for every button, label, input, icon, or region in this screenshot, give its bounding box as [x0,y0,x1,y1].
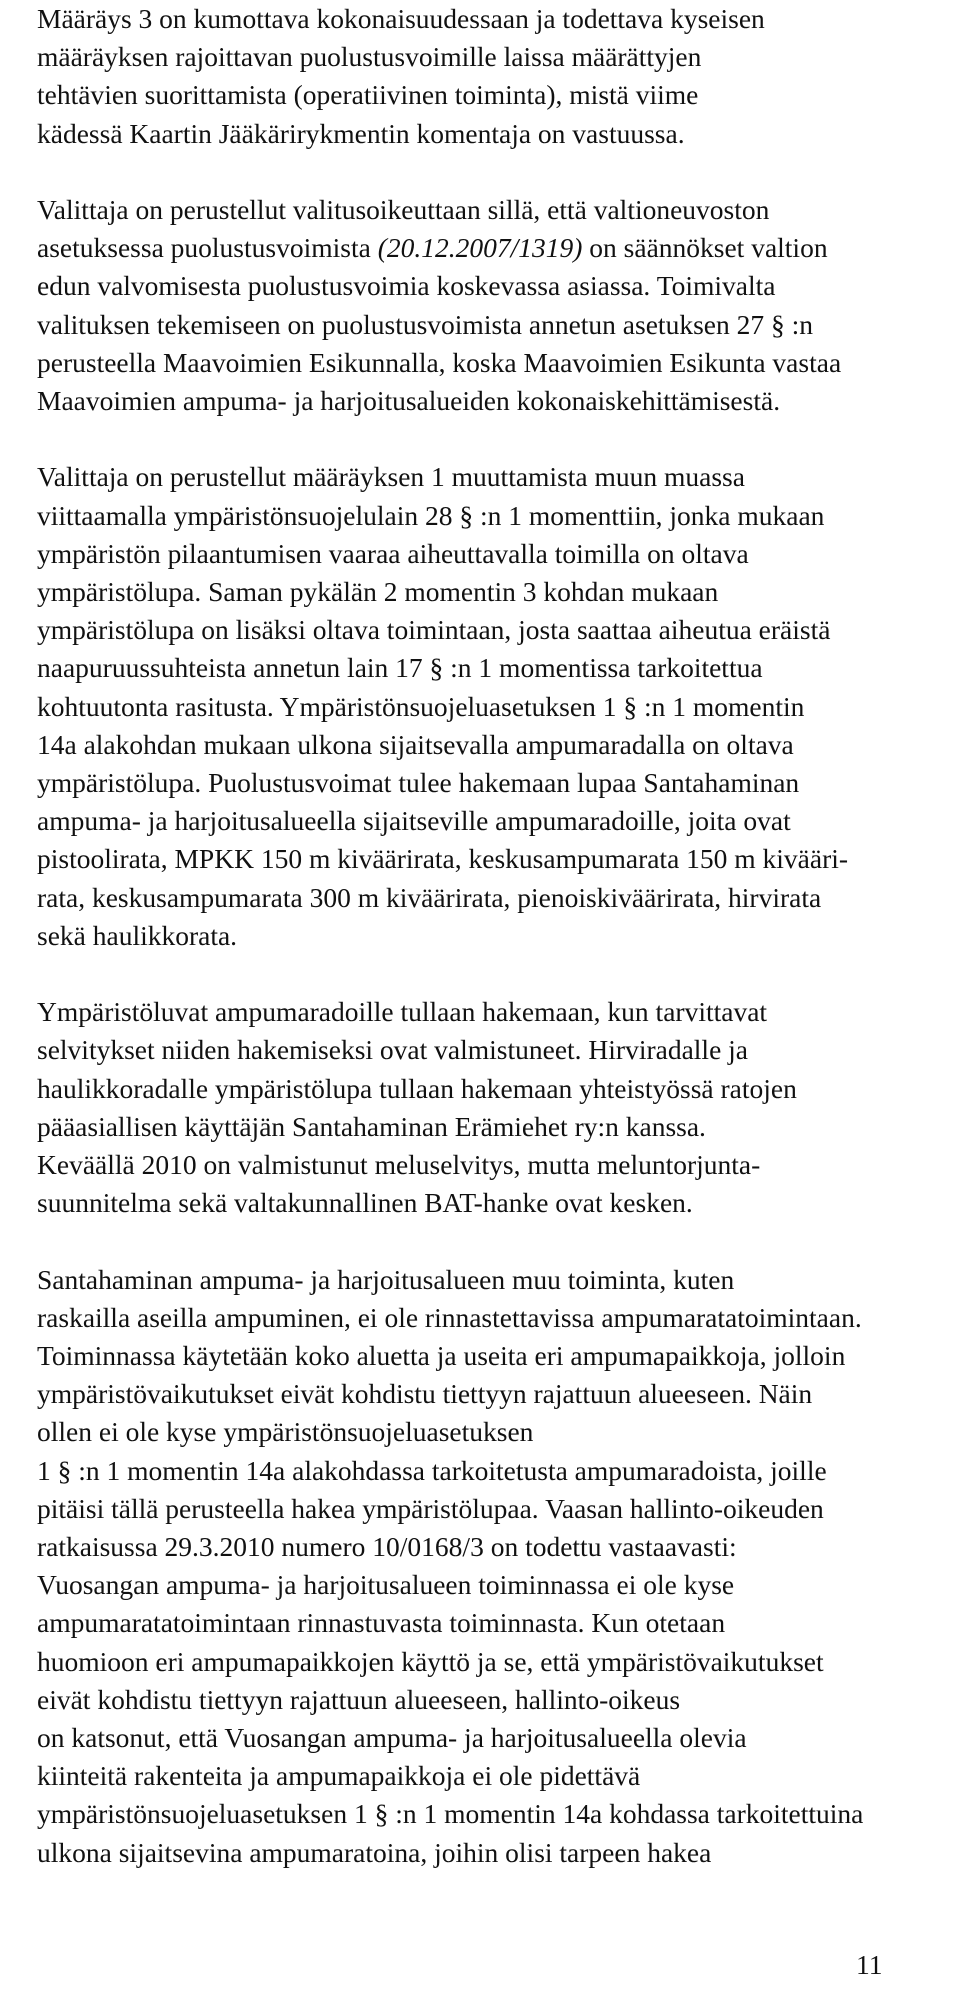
text-line: viittaamalla ympäristönsuojelulain 28 § :n 1 momenttiin, jonka mukaan [37,499,825,531]
text-line: ampumaratatoimintaan rinnastuvasta toiminnasta. Kun otetaan [37,1607,726,1639]
text-line: kiinteitä rakenteita ja ampumapaikkoja ei ole pidettävä [37,1760,641,1792]
text-line-with-citation [37,229,957,267]
text-line: ratkaisussa 29.3.2010 numero 10/0168/3 on todettu vastaavasti: [37,1531,737,1563]
text-line: ympäristölupa. Saman pykälän 2 momentin 3 kohdan mukaan [37,576,719,608]
statute-citation: (20.12.2007/1319) [377,232,583,264]
text-line: ampuma- ja harjoitusalueella sijaitseville ampumaradoille, joita ovat [37,805,791,837]
text-line: pistoolirata, MPKK 150 m kiväärirata, keskusampumarata 150 m kivääri- [37,843,849,875]
text-line: Maavoimien ampuma- ja harjoitusalueiden kokonaiskehittämisestä. [37,385,781,417]
text-line: Vuosangan ampuma- ja harjoitusalueen toiminnassa ei ole kyse [37,1569,735,1601]
text-line: määräyksen rajoittavan puolustusvoimille laissa määrättyjen [37,41,702,73]
text-line: huomioon eri ampumapaikkojen käyttö ja se, että ympäristövaikutukset [37,1645,824,1677]
page-number: 11 [856,1949,883,1980]
text-line: ollen ei ole kyse ympäristönsuojeluasetuksen [37,1416,534,1448]
text-line: ulkona sijaitsevina ampumaratoina, joihin olisi tarpeen hakea [37,1836,712,1868]
paragraph-other-activities [37,1261,957,1872]
text-line: haulikkoradalle ympäristölupa tullaan hakemaan yhteistyössä ratojen [37,1072,797,1104]
text-line: ympäristölupa. Puolustusvoimat tulee hakemaan lupaa Santahaminan [37,767,800,799]
text-line: pääasiallisen käyttäjän Santahaminan Erämiehet ry:n kanssa. [37,1110,706,1142]
text-line: Valittaja on perustellut valitusoikeuttaan sillä, että valtioneuvoston [37,194,770,225]
text-line: Määräys 3 on kumottava kokonaisuudessaan ja todettava kyseisen [37,3,765,34]
text-line: edun valvomisesta puolustusvoimia koskevassa asiassa. Toimivalta [37,270,776,302]
text-fragment: asetuksessa puolustusvoimista [37,232,371,264]
text-line: selvitykset niiden hakemiseksi ovat valmistuneet. Hirviradalle ja [37,1034,748,1066]
page-body [37,0,957,1872]
paragraph-standing-to-appeal [37,191,957,420]
text-line: rata, keskusampumarata 300 m kiväärirata, pienoiskiväärirata, hirvirata [37,881,822,913]
text-line: eivät kohdistu tiettyyn rajattuun alueeseen, hallinto-oikeus [37,1683,681,1715]
text-line: ympäristölupa on lisäksi oltava toimintaan, josta saattaa aiheutua eräistä [37,614,831,646]
paragraph-permit-applications [37,993,957,1222]
text-line: kohtuutonta rasitusta. Ympäristönsuojeluasetuksen 1 § :n 1 momentin [37,690,805,722]
text-line: raskailla aseilla ampuminen, ei ole rinnastettavissa ampumaratatoimintaan. [37,1301,862,1333]
text-line: 1 § :n 1 momentin 14a alakohdassa tarkoitetusta ampumaradoista, joille [37,1454,827,1486]
text-line: pitäisi tällä perusteella hakea ympäristölupaa. Vaasan hallinto-oikeuden [37,1492,824,1524]
text-line: kädessä Kaartin Jääkärirykmentin komentaja on vastuussa. [37,117,685,149]
text-line: 14a alakohdan mukaan ulkona sijaitsevalla ampumaradalla on oltava [37,728,794,760]
text-line: tehtävien suorittamista (operatiivinen toiminta), mistä viime [37,79,699,111]
text-fragment: on säännökset valtion [589,232,828,264]
text-line: naapuruussuhteista annetun lain 17 § :n 1 momentissa tarkoitettua [37,652,763,684]
text-line: perusteella Maavoimien Esikunnalla, koska Maavoimien Esikunta vastaa [37,346,842,378]
text-line: suunnitelma sekä valtakunnallinen BAT-hanke ovat kesken. [37,1187,693,1219]
text-line: ympäristön pilaantumisen vaaraa aiheuttavalla toimilla on oltava [37,537,749,569]
text-line: Valittaja on perustellut määräyksen 1 muuttamista muun muassa [37,461,745,493]
text-line: ympäristövaikutukset eivät kohdistu tiettyyn rajattuun alueeseen. Näin [37,1378,813,1410]
text-line: Keväällä 2010 on valmistunut meluselvitys, mutta meluntorjunta- [37,1149,761,1181]
text-line: Ympäristöluvat ampumaradoille tullaan hakemaan, kun tarvittavat [37,996,768,1028]
text-line: sekä haulikkorata. [37,919,238,951]
text-line: ympäristönsuojeluasetuksen 1 § :n 1 momentin 14a kohdassa tarkoitettuina [37,1798,864,1830]
text-line: Santahaminan ampuma- ja harjoitusalueen muu toiminta, kuten [37,1263,735,1295]
text-line: valituksen tekemiseen on puolustusvoimista annetun asetuksen 27 § :n [37,308,813,340]
paragraph-environmental-permit [37,458,957,955]
paragraph-order-3-revocation [37,0,957,153]
text-line: on katsonut, että Vuosangan ampuma- ja harjoitusalueella olevia [37,1722,747,1754]
text-line: Toiminnassa käytetään koko aluetta ja useita eri ampumapaikkoja, jolloin [37,1340,846,1372]
